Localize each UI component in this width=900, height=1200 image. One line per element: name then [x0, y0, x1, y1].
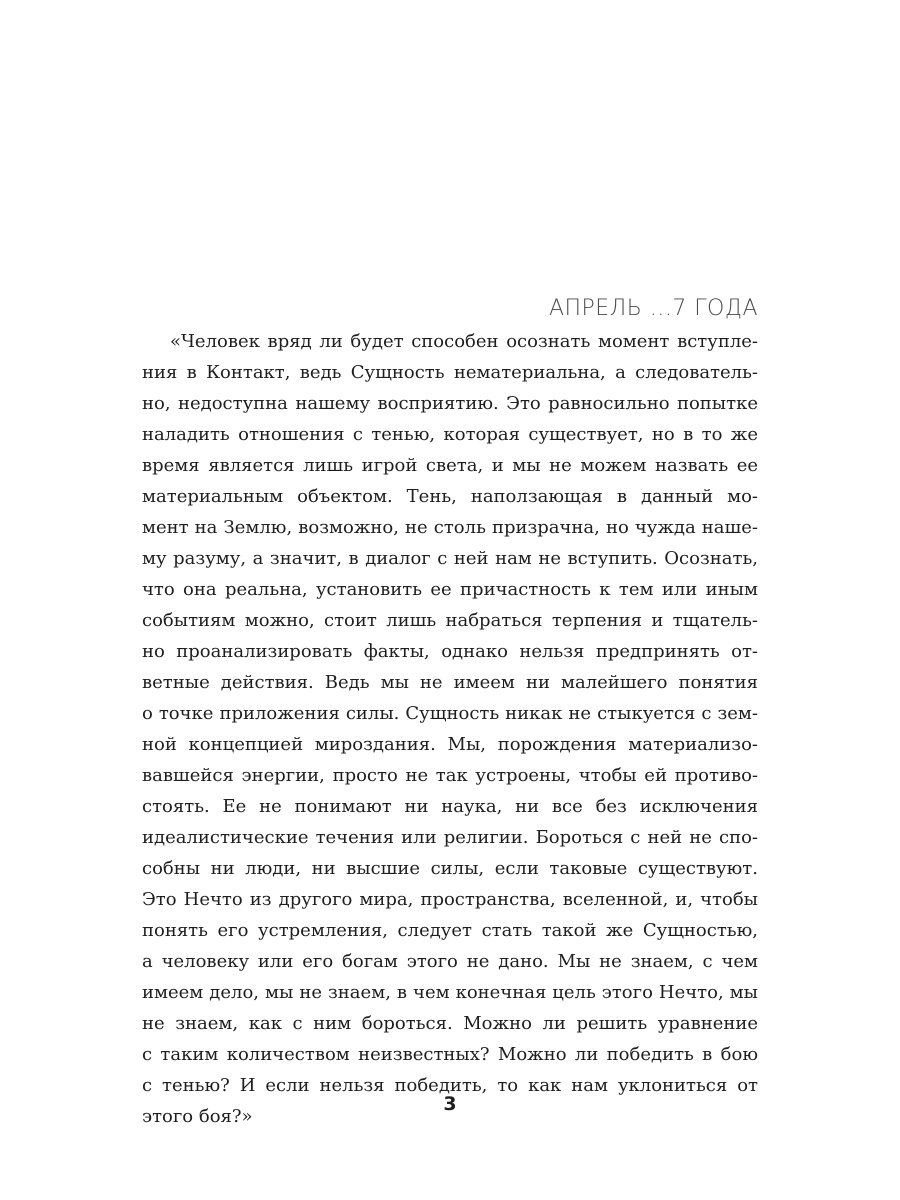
text-line: этого боя?» [142, 1106, 253, 1127]
text-line: собны ни люди, ни высшие силы, если таковые существуют. [142, 858, 758, 879]
text-line: Это Нечто из другого мира, пространства, вселенной, и, чтобы [142, 889, 758, 910]
text-line: му разуму, а значит, в диалог с ней нам не вступить. Осознать, [142, 548, 758, 569]
text-line: имеем дело, мы не знаем, в чем конечная цель этого Нечто, мы [142, 982, 758, 1003]
text-line: событиям можно, стоит лишь набраться терпения и тщатель- [142, 610, 758, 631]
text-line: материальным объектом. Тень, наползающая в данный мо- [142, 486, 758, 507]
text-line: ветные действия. Ведь мы не имеем ни малейшего понятия [142, 672, 758, 693]
text-line: мент на Землю, возможно, не столь призрачна, но чужда наше- [142, 517, 758, 538]
body-paragraph [142, 326, 758, 1132]
text-line: ной концепцией мироздания. Мы, порождения материализо- [142, 734, 758, 755]
text-line: что она реальна, установить ее причастность к тем или иным [142, 579, 758, 600]
text-line: вавшейся энергии, просто не так устроены, чтобы ей противо- [142, 765, 758, 786]
text-line: идеалистические течения или религии. Бороться с ней не спо- [142, 827, 758, 848]
text-line: но проанализировать факты, однако нельзя предпринять от- [142, 641, 758, 662]
chapter-heading: АПРЕЛЬ ...7 ГОДА [548, 296, 758, 321]
text-line: наладить отношения с тенью, которая существует, но в то же [142, 424, 758, 445]
page-number: 3 [443, 1093, 457, 1115]
text-line: с таким количеством неизвестных? Можно ли победить в бою [142, 1044, 758, 1065]
text-line: время является лишь игрой света, и мы не можем назвать ее [142, 455, 758, 476]
text-line: понять его устремления, следует стать такой же Сущностью, [142, 920, 758, 941]
text-line: «Человек вряд ли будет способен осознать момент вступле- [170, 331, 758, 352]
text-line: с тенью? И если нельзя победить, то как нам уклониться от [142, 1075, 758, 1096]
text-line: не знаем, как с ним бороться. Можно ли решить уравнение [142, 1013, 758, 1034]
text-line: а человеку или его богам этого не дано. Мы не знаем, с чем [142, 951, 758, 972]
text-line: но, недоступна нашему восприятию. Это равносильно попытке [142, 393, 758, 414]
text-line: о точке приложения силы. Сущность никак не стыкуется с зем- [142, 703, 758, 724]
text-line: стоять. Ее не понимают ни наука, ни все без исключения [142, 796, 758, 817]
text-line: ния в Контакт, ведь Сущность нематериальна, а следователь- [142, 362, 758, 383]
